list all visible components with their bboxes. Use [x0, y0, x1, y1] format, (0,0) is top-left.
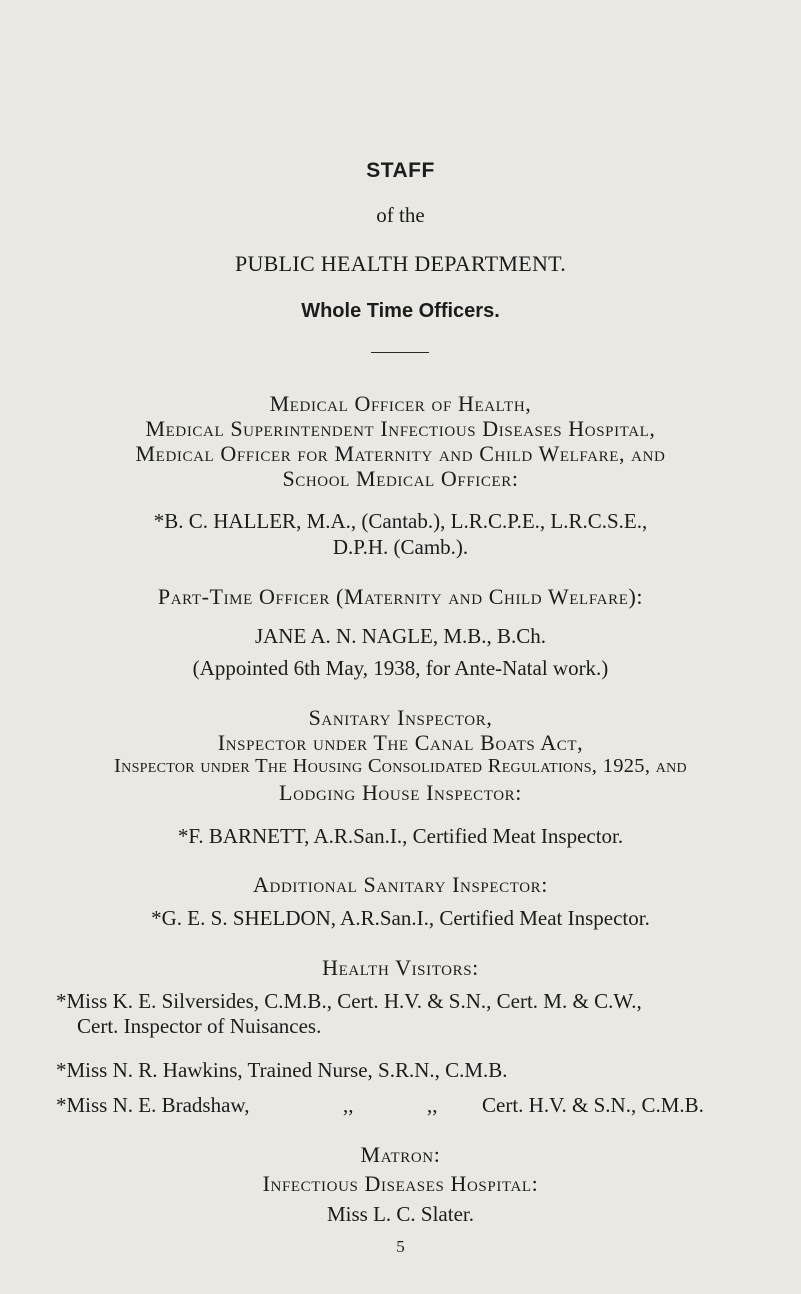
divider-rule [371, 352, 429, 353]
matron-name: Miss L. C. Slater. [326, 1202, 474, 1226]
health-visitor-3-name: *Miss N. E. Bradshaw, [56, 1093, 250, 1117]
part-time-name: JANE A. N. NAGLE, M.B., B.Ch. [254, 624, 547, 648]
moh-role-line-1: Medical Officer of Health, [269, 391, 532, 416]
moh-role-line-4: School Medical Officer: [282, 466, 519, 491]
additional-name: *G. E. S. SHELDON, A.R.San.I., Certified Meat Inspector. [151, 906, 650, 930]
sanitary-role-line-4: Lodging House Inspector: [279, 780, 522, 805]
additional-role: Additional Sanitary Inspector: [253, 872, 548, 897]
part-time-role: Part-Time Officer (Maternity and Child Welfare): [157, 584, 644, 609]
matron-role: Matron: [360, 1142, 441, 1167]
sanitary-role-line-1: Sanitary Inspector, [308, 705, 493, 730]
moh-name-line-2: D.P.H. (Camb.). [332, 535, 469, 559]
part-time-note: (Appointed 6th May, 1938, for Ante-Natal work.) [192, 656, 609, 680]
health-visitor-1-line-1: *Miss K. E. Silversides, C.M.B., Cert. H.V. & S.N., Cert. M. & C.W., [56, 989, 642, 1013]
health-visitor-3-ditto-2: ,, [427, 1093, 438, 1117]
health-visitor-3-qualifications: Cert. H.V. & S.N., C.M.B. [482, 1093, 704, 1117]
page-number: 5 [396, 1237, 405, 1256]
health-visitor-2: *Miss N. R. Hawkins, Trained Nurse, S.R.N., C.M.B. [56, 1058, 508, 1082]
sanitary-role-line-2: Inspector under The Canal Boats Act, [217, 730, 584, 755]
health-visitor-3-ditto-1: ,, [343, 1093, 354, 1117]
sanitary-role-line-3: Inspector under The Housing Consolidated Regulations, 1925, and [114, 755, 687, 777]
page-title: STAFF [366, 159, 435, 182]
of-the-text: of the [376, 203, 425, 227]
health-visitors-role: Health Visitors: [322, 955, 479, 980]
moh-name-line-1: *B. C. HALLER, M.A., (Cantab.), L.R.C.P.E., L.R.C.S.E., [153, 509, 648, 533]
moh-role-line-2: Medical Superintendent Infectious Diseases Hospital, [145, 416, 656, 441]
section-subtitle: Whole Time Officers. [301, 300, 500, 322]
matron-hospital: Infectious Diseases Hospital: [262, 1171, 539, 1196]
department-heading: PUBLIC HEALTH DEPARTMENT. [234, 251, 567, 276]
moh-role-line-3: Medical Officer for Maternity and Child Welfare, and [135, 441, 666, 466]
health-visitor-1-line-2: Cert. Inspector of Nuisances. [77, 1014, 322, 1038]
sanitary-name: *F. BARNETT, A.R.San.I., Certified Meat Inspector. [177, 824, 624, 848]
